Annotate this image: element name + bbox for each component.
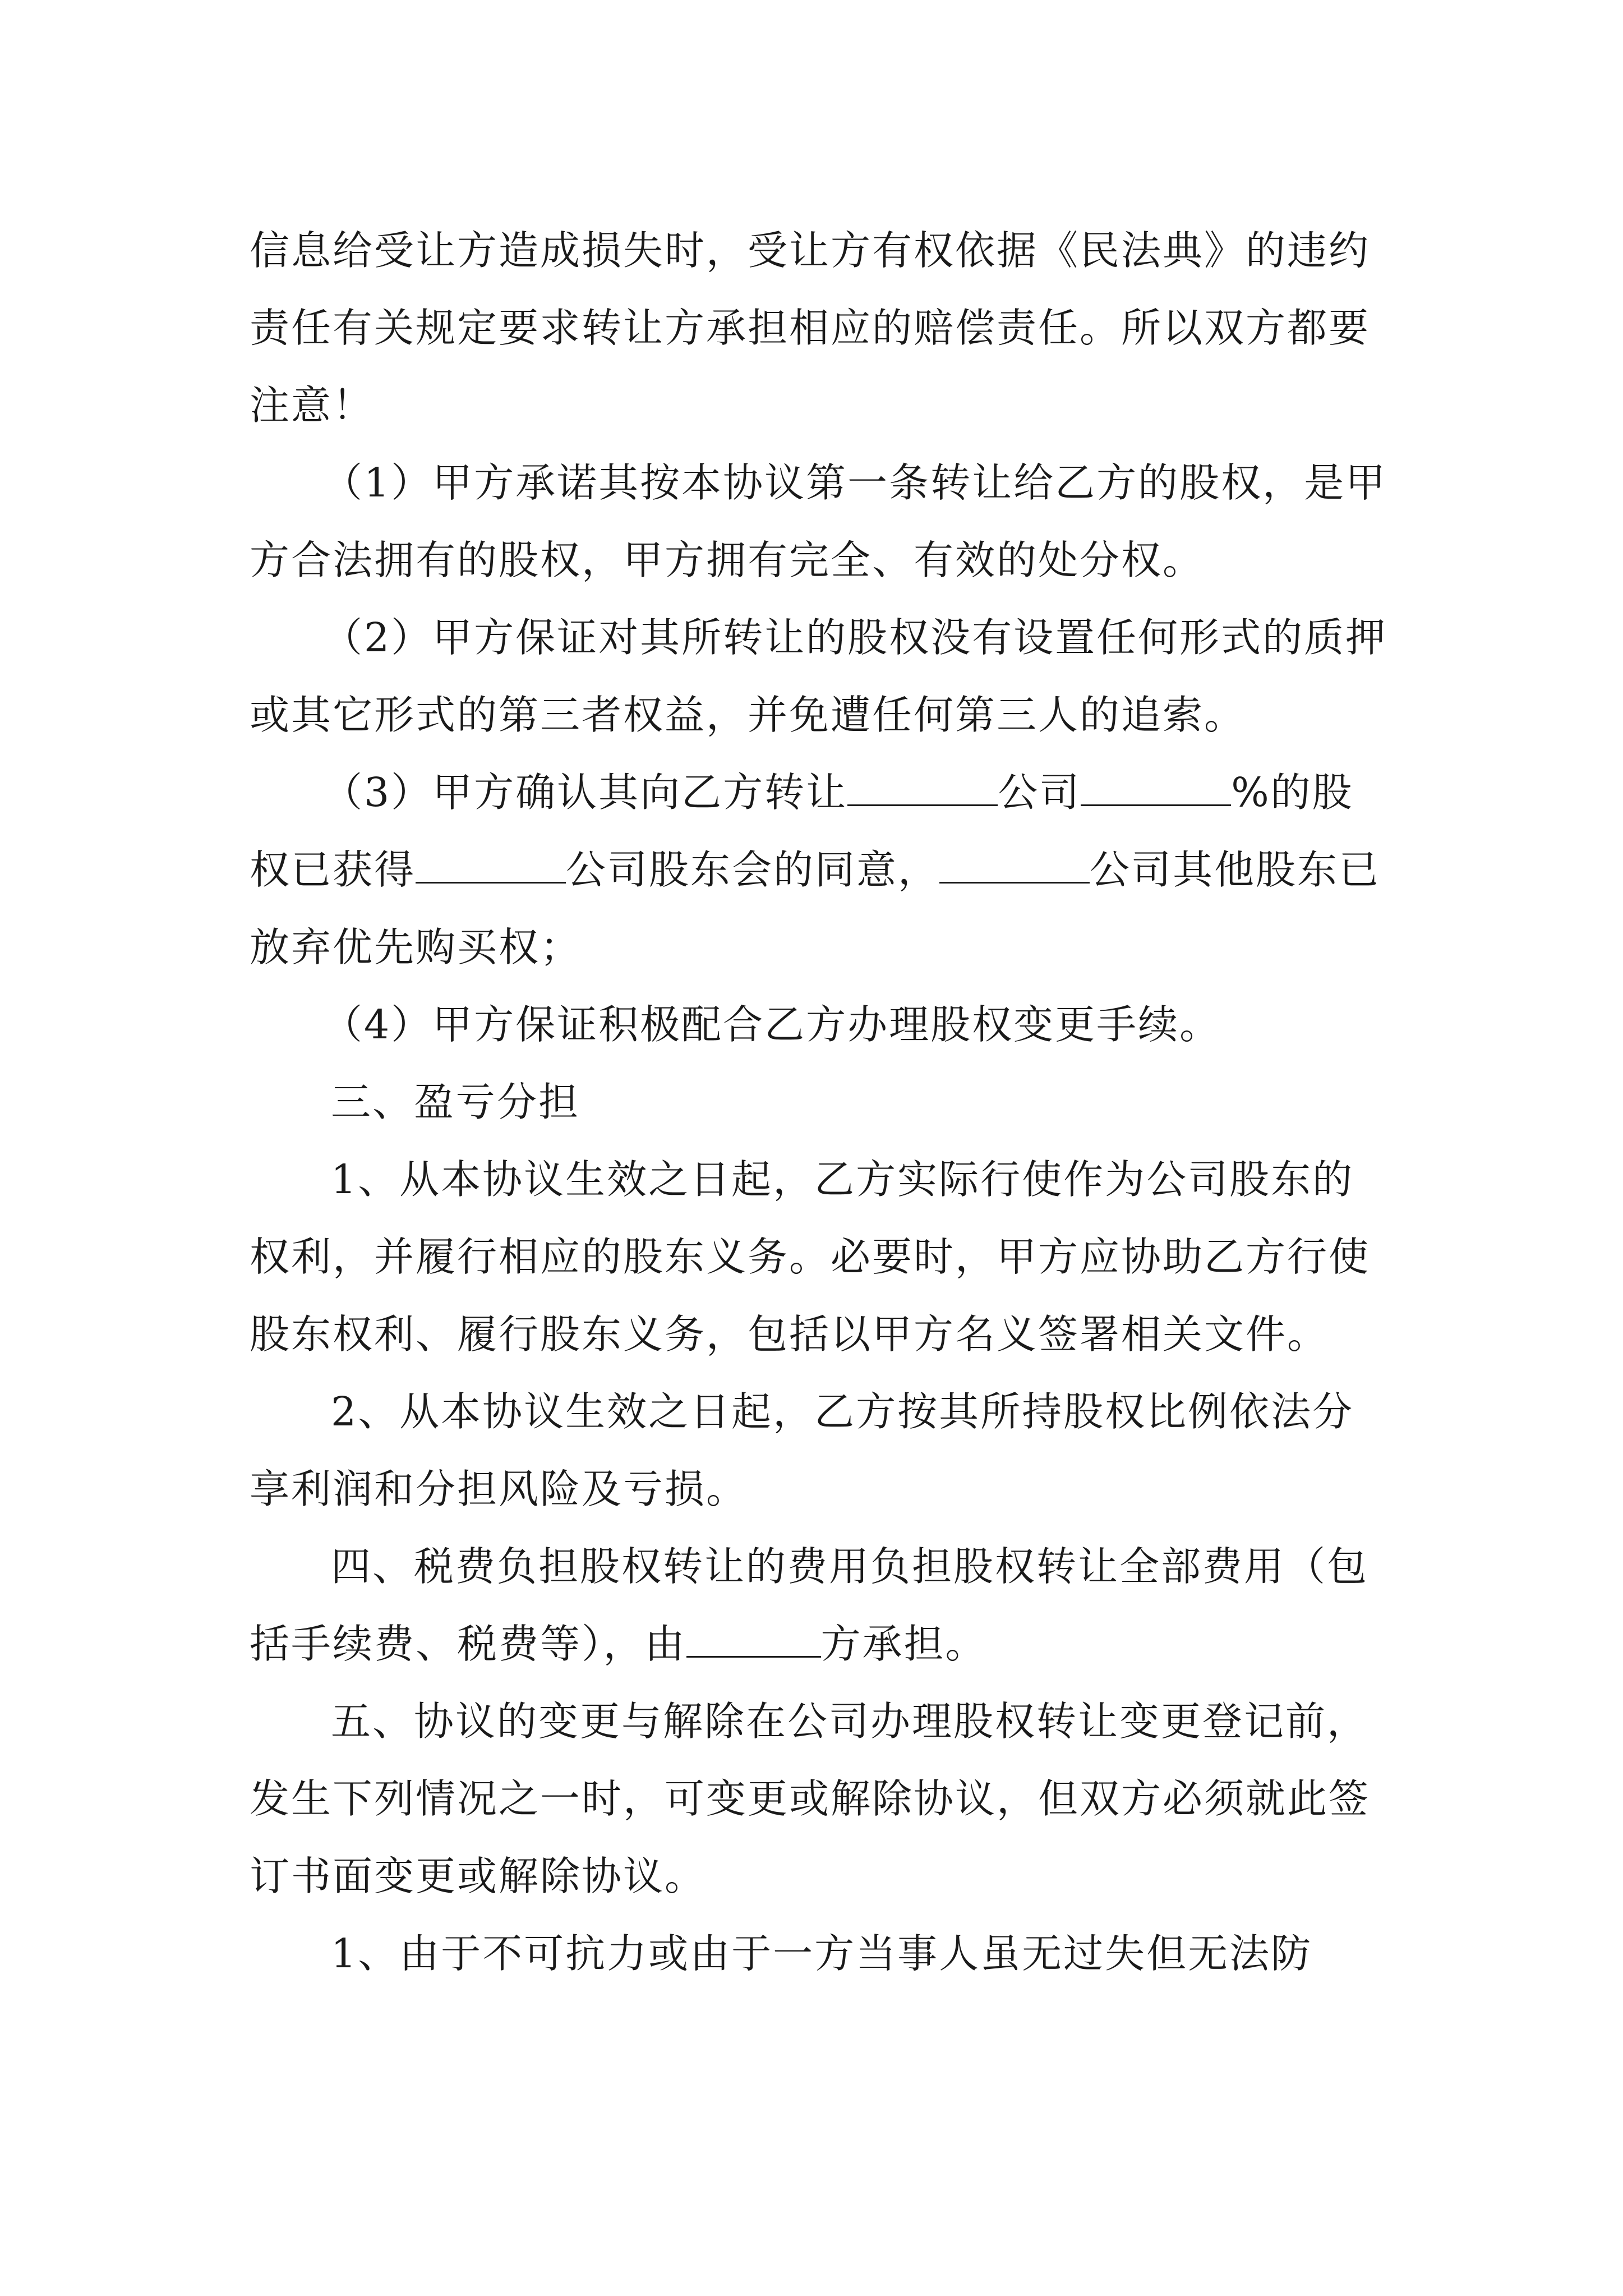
clause-3-text-c: %的股权已获得 [250, 769, 1354, 893]
clause-3-text-e: 公司其他股东已放弃优先购买权； [250, 846, 1381, 970]
paragraph-liability-note: 信息给受让方造成损失时，受让方有权依据《民法典》的违约责任有关规定要求转让方承担相应的赔偿责任。所以双方都要注意！ [250, 227, 1371, 429]
clause-3-text-b: 公司 [998, 769, 1081, 816]
blank-company-name[interactable] [847, 771, 998, 806]
blank-company-shareholders[interactable] [939, 848, 1090, 884]
paragraph-profit-2: 2、从本协议生效之日起，乙方按其所持股权比例依法分享利润和分担风险及亏损。 [250, 1388, 1354, 1512]
blank-fee-party[interactable] [686, 1622, 821, 1658]
clause-3-text-a: （3）甲方确认其向乙方转让 [322, 769, 848, 816]
blank-company-approval[interactable] [416, 848, 566, 884]
paragraph-clause-1: （1）甲方承诺其按本协议第一条转让给乙方的股权，是甲方合法拥有的股权，甲方拥有完全、有效的处分权。 [250, 459, 1387, 583]
document-body [250, 212, 1394, 1993]
paragraph-clause-2: （2）甲方保证对其所转让的股权没有设置任何形式的质押或其它形式的第三者权益，并免遭任何第三人的追索。 [250, 614, 1387, 738]
paragraph-tax-burden [250, 1528, 1394, 1683]
tax-text-b: 方承担。 [820, 1621, 987, 1667]
paragraph-amendment: 五、协议的变更与解除在公司办理股权转让变更登记前，发生下列情况之一时，可变更或解除协议，但双方必须就此签订书面变更或解除协议。 [250, 1698, 1371, 1899]
tax-text-a: 四、税费负担股权转让的费用负担股权转让全部费用（包括手续费、税费等），由 [250, 1543, 1369, 1667]
clause-3-text-d: 公司股东会的同意， [566, 846, 940, 893]
paragraph-force-majeure: 1、由于不可抗力或由于一方当事人虽无过失但无法防 [331, 1930, 1313, 1977]
section-heading-profit-loss: 三、盈亏分担 [331, 1079, 580, 1125]
paragraph-clause-4: （4）甲方保证积极配合乙方办理股权变更手续。 [322, 1001, 1221, 1048]
paragraph-clause-3 [250, 754, 1394, 986]
blank-share-percent[interactable] [1081, 771, 1231, 806]
paragraph-profit-1: 1、从本协议生效之日起，乙方实际行使作为公司股东的权利，并履行相应的股东义务。必要时，甲方应协助乙方行使股东权利、履行股东义务，包括以甲方名义签署相关文件。 [250, 1156, 1371, 1358]
